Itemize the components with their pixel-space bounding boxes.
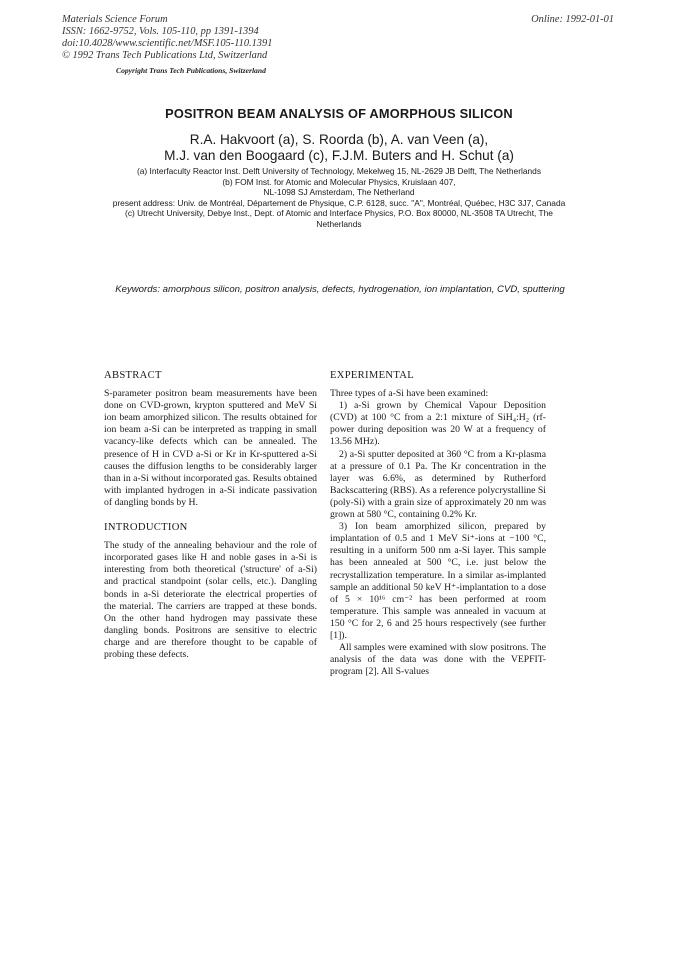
doi-link[interactable]: doi:10.4028/www.scientific.net/MSF.105-110.1391 [62,38,273,49]
author-line: R.A. Hakvoort (a), S. Roorda (b), A. van Veen (a), [189,132,489,147]
abstract-text: S-parameter positron beam measurements have been done on CVD-grown, krypton sputtered and MeV Si ion beam amorphized silicon. The results obtained for ion beam a-Si can be interpreted as trapping in small vacancy-like defects which can be annealed. The presence of H in CVD a-Si or Kr in Kr-sputtered a-Si causes the diffusion lengths to be considerably larger than in a-Si without incorporated gas. Results obtained with implanted hydrogen in a-Si indicate passivation of dangling bonds by H. [104,388,317,508]
left-column [104,370,317,661]
affiliation-a: (a) Interfaculty Reactor Inst. Delft University of Technology, Mekelweg 15, NL-2629 JB Delft, The Netherlands [136,166,542,176]
experimental-paragraph: 2) a-Si sputter deposited at 360 °C from a Kr-plasma at a pressure of 0.1 Pa. The Kr concentration in the layer was 6.6%, as determined by Rutherford Backscattering (RBS). As a reference polycrystalline Si (poly-Si) with a grain size of approximately 20 nm was grown at 580 °C, containing 0.2% Kr. [330,448,546,521]
introduction-heading: INTRODUCTION [104,522,188,534]
experimental-paragraph: 1) a-Si grown by Chemical Vapour Deposition (CVD) at 100 °C from a 2:1 mixture of SiH₄:H₂ (rf-power during deposition was 20 W at a frequency of 13.56 MHz). [330,400,546,448]
affiliations [104,166,574,230]
abstract-heading: ABSTRACT [104,370,162,381]
right-column [330,370,546,678]
paper-title: POSITRON BEAM ANALYSIS OF AMORPHOUS SILICON [165,106,513,121]
experimental-paragraph: 3) Ion beam amorphized silicon, prepared by implantation of 0.5 and 1 MeV Si⁺-ions at −100 °C, resulting in a uniform 500 nm a-Si layer. This sample has been annealed at 500 °C, i.e. just below the recrystallization temperature. In a similar as-implanted sample an additional 50 keV H⁺-implantation to a dose of 5 × 10¹⁶ cm⁻² has been performed at room temperature. This sample was annealed in vacuum at 150 °C for 2, 6 and 25 hours respectively (see further [1]). [330,521,546,641]
author-list [0,132,678,164]
online-date: Online: 1992-01-01 [531,14,614,25]
keywords: Keywords: amorphous silicon, positron analysis, defects, hydrogenation, ion implantation, CVD, sputtering [115,284,565,295]
experimental-paragraph: All samples were examined with slow positrons. The analysis of the data was done with the VEPFIT-program [2]. All S-values [330,642,546,678]
introduction-text: The study of the annealing behaviour and the role of incorporated gases like H and noble gases in a-Si is interesting from both theoretical ('structure' of a-Si) and practical standpoint (solar cells, etc.). Dangling bonds in a-Si deteriorate the electrical properties of the material. The carriers are trapped at these bonds. On the other hand hydrogen may passivate these dangling bonds. Positrons are sensitive to electric charge and are therefore thought to be capable of probing these defects. [104,540,317,660]
journal-name: Materials Science Forum [62,14,168,25]
affiliation-b-cont: NL-1098 SJ Amsterdam, The Netherland [263,187,415,198]
copyright-line: Copyright Trans Tech Publications, Switzerland [116,66,266,75]
experimental-paragraph: Three types of a-Si have been examined: [330,388,489,400]
affiliation-present: present address: Univ. de Montréal, Département de Physique, C.P. 6128, succ. "A", Montréal, Québec, H3C 3J7, Canada [112,197,566,208]
affiliation-c: (c) Utrecht University, Debye Inst., Dept. of Atomic and Interface Physics, P.O. Box 80000, NL-3508 TA Utrecht, The Netherlands [125,208,553,229]
author-line: M.J. van den Boogaard (c), F.J.M. Buters and H. Schut (a) [164,148,514,163]
issn-line: ISSN: 1662-9752, Vols. 105-110, pp 1391-1394 [62,26,259,37]
affiliation-b: (b) FOM Inst. for Atomic and Molecular Physics, Kruislaan 407, [222,176,456,187]
experimental-heading: EXPERIMENTAL [330,370,414,381]
publisher-line: © 1992 Trans Tech Publications Ltd, Switzerland [62,50,268,61]
journal-meta [62,14,272,62]
